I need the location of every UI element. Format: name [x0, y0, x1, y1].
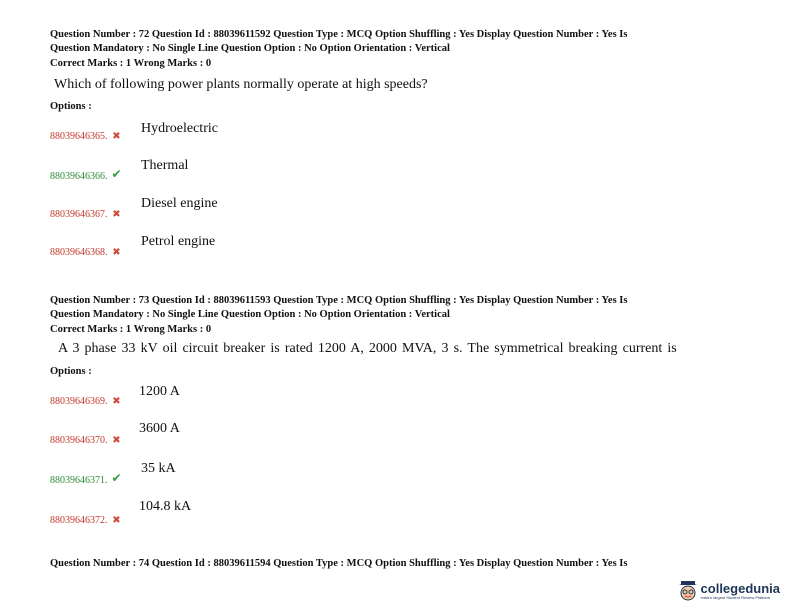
q72-option-3 [50, 202, 123, 220]
q74-meta-line1: Question Number : 74 Question Id : 88039611594 Question Type : MCQ Option Shuffling : Yes Display Question Number : Yes Is [50, 558, 628, 569]
option-id: 88039646368. [50, 247, 108, 258]
option-id: 88039646366. [50, 171, 108, 182]
mascot-icon [678, 580, 698, 602]
option-id: 88039646365. [50, 131, 108, 142]
q73-option-3 [50, 468, 123, 486]
q73-marks: Correct Marks : 1 Wrong Marks : 0 [50, 324, 212, 335]
q72-question-text: Which of following power plants normally operate at high speeds? [54, 77, 428, 92]
q72-option-1-text: Hydroelectric [141, 121, 218, 136]
q72-option-3-text: Diesel engine [141, 196, 218, 211]
collegedunia-logo [678, 580, 780, 602]
q73-meta-line1: Question Number : 73 Question Id : 88039611593 Question Type : MCQ Option Shuffling : Yes Display Question Number : Yes Is [50, 295, 628, 306]
cross-icon: ✖ [112, 396, 121, 407]
q72-option-2 [50, 164, 123, 182]
q72-option-4-text: Petrol engine [141, 234, 216, 249]
option-id: 88039646369. [50, 396, 108, 407]
checkmark-icon: ✔ [111, 167, 122, 181]
q72-meta-line1: Question Number : 72 Question Id : 88039611592 Question Type : MCQ Option Shuffling : Yes Display Question Number : Yes Is [50, 29, 628, 40]
q73-option-1 [50, 389, 123, 407]
q72-option-2-text: Thermal [141, 158, 189, 173]
q72-meta-line2: Question Mandatory : No Single Line Question Option : No Option Orientation : Vertical [50, 43, 450, 54]
q73-option-4-text: 104.8 kA [139, 499, 192, 514]
cross-icon: ✖ [112, 515, 121, 526]
logo-tagline: India's largest Student Review Platform [700, 595, 771, 600]
cross-icon: ✖ [112, 209, 121, 220]
q73-options-label: Options : [50, 366, 92, 377]
q72-marks: Correct Marks : 1 Wrong Marks : 0 [50, 58, 212, 69]
q73-option-2-text: 3600 A [139, 421, 180, 436]
checkmark-icon: ✔ [111, 471, 122, 485]
q72-option-4 [50, 240, 123, 258]
q73-option-3-text: 35 kA [141, 461, 176, 476]
q72-option-1 [50, 124, 123, 142]
option-id: 88039646372. [50, 515, 108, 526]
q72-options-label: Options : [50, 101, 92, 112]
logo-name: collegedunia [700, 581, 780, 596]
q73-question-text: A 3 phase 33 kV oil circuit breaker is rated 1200 A, 2000 MVA, 3 s. The symmetrical breaking current is [58, 341, 677, 356]
cross-icon: ✖ [112, 247, 121, 258]
q73-meta-line2: Question Mandatory : No Single Line Question Option : No Option Orientation : Vertical [50, 309, 450, 320]
option-id: 88039646371. [50, 475, 108, 486]
q73-option-4 [50, 508, 123, 526]
cross-icon: ✖ [112, 131, 121, 142]
q73-option-2 [50, 428, 123, 446]
option-id: 88039646370. [50, 435, 108, 446]
option-id: 88039646367. [50, 209, 108, 220]
q73-option-1-text: 1200 A [139, 384, 180, 399]
cross-icon: ✖ [112, 435, 121, 446]
